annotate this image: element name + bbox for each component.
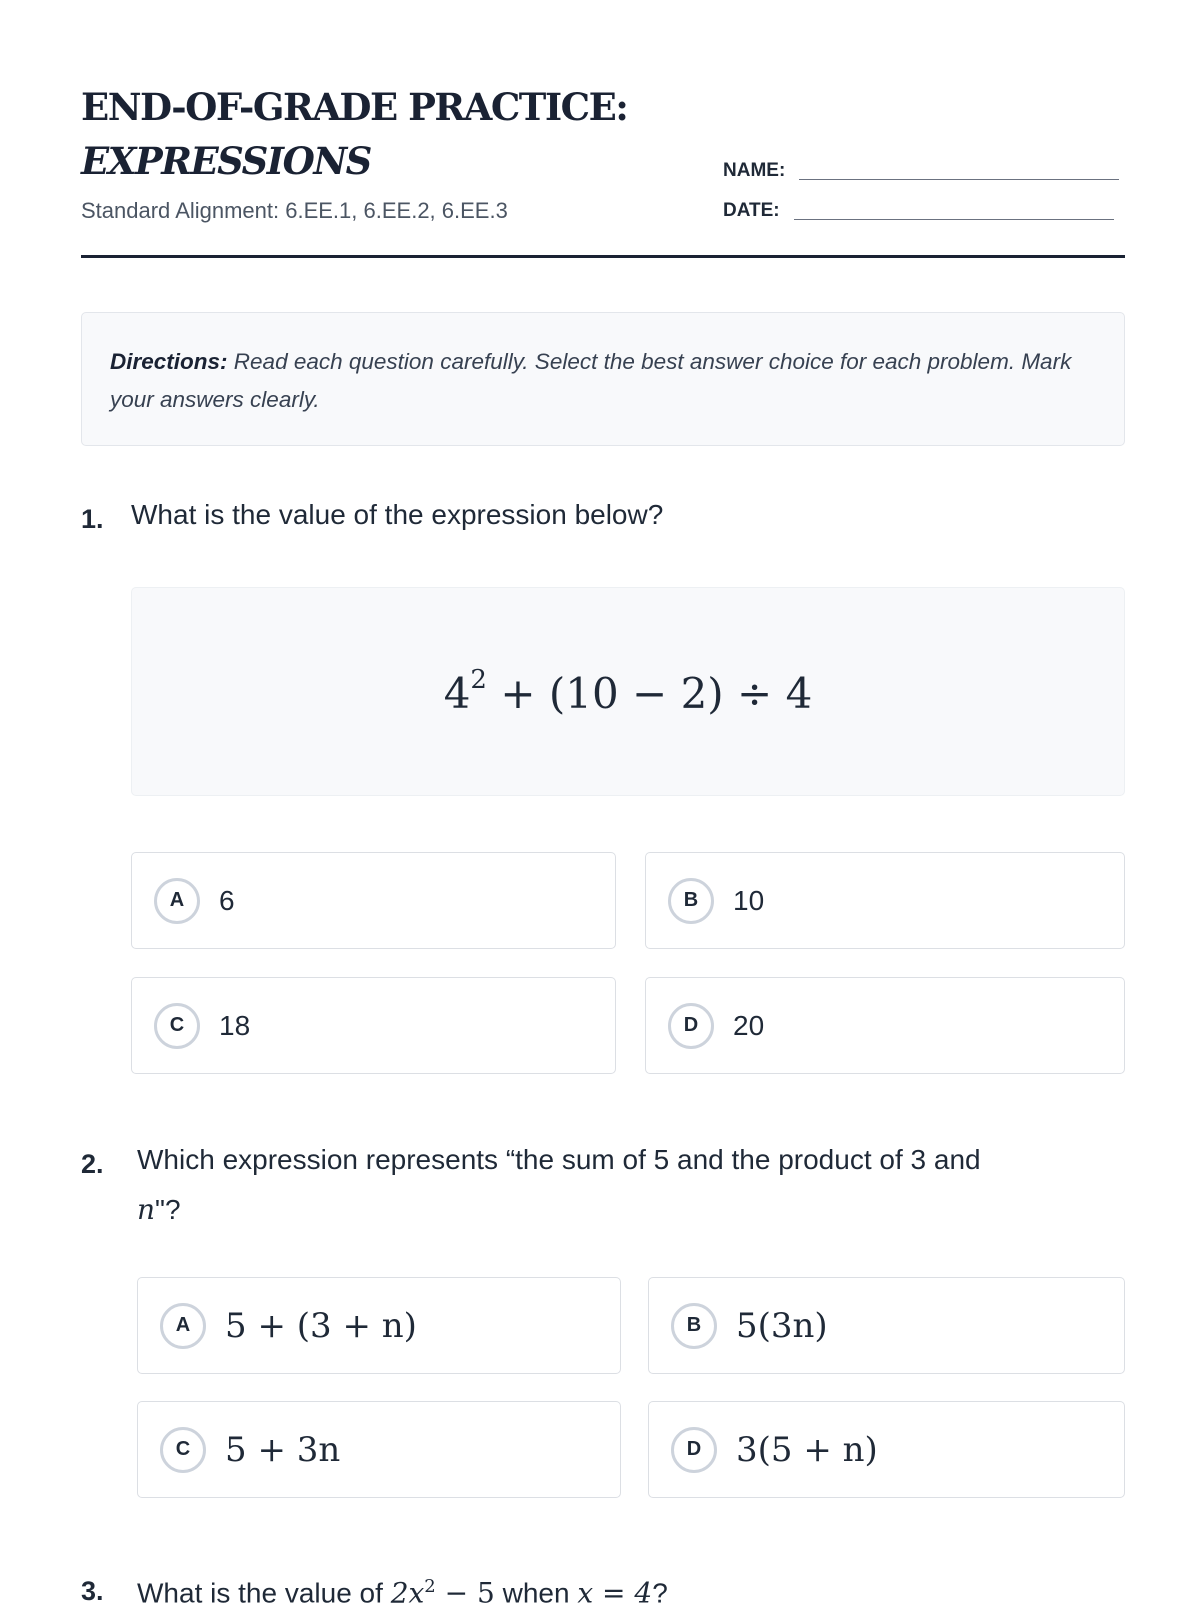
choice-text: 6 — [219, 884, 235, 916]
choice-bubble[interactable]: B — [671, 1303, 717, 1349]
worksheet-header — [81, 0, 1125, 258]
choice-c[interactable] — [131, 977, 616, 1074]
title-line-1: END-OF-GRADE PRACTICE: — [81, 85, 628, 129]
choice-d[interactable] — [645, 977, 1125, 1074]
question-number: 1. — [81, 504, 104, 534]
name-label: NAME: — [723, 160, 786, 181]
choice-bubble[interactable]: C — [154, 1003, 200, 1049]
choice-text: 20 — [733, 1009, 765, 1041]
choice-c[interactable] — [137, 1401, 621, 1498]
standard-alignment: Standard Alignment: 6.EE.1, 6.EE.2, 6.EE.3 — [81, 198, 508, 223]
date-blank[interactable] — [794, 219, 1114, 220]
date-label: DATE: — [723, 200, 780, 221]
choice-d[interactable] — [648, 1401, 1125, 1498]
question-number: 2. — [81, 1149, 104, 1179]
choice-text: 5 + 3n — [225, 1429, 341, 1470]
expression: $4^2 + (10 - 2) \div 4$ — [443, 665, 813, 718]
choice-b[interactable] — [648, 1277, 1125, 1374]
name-field — [723, 160, 1119, 182]
question-number: 3. — [81, 1576, 104, 1606]
question-text: What is the value of $2x^2 - 5$ when x = 4? — [137, 1576, 668, 1610]
worksheet-page — [81, 0, 1125, 1610]
choice-text: 5(3n) — [736, 1305, 828, 1346]
choice-bubble[interactable]: C — [160, 1427, 206, 1473]
question-text: What is the value of the expression below? — [131, 499, 664, 530]
question-text: Which expression represents “the sum of 5 and the product of 3 and n"? — [137, 1144, 981, 1226]
expression-box — [131, 587, 1125, 796]
choice-text: 5 + (3 + n) — [225, 1305, 417, 1346]
choice-bubble[interactable]: D — [668, 1003, 714, 1049]
directions-box — [81, 312, 1125, 446]
date-field — [723, 200, 1114, 222]
name-blank[interactable] — [799, 179, 1119, 180]
choice-bubble[interactable]: A — [160, 1303, 206, 1349]
choice-text: 3(5 + n) — [736, 1429, 878, 1470]
directions-text: Read each question carefully. Select the best answer choice for each problem. Mark your answers clearly. — [110, 349, 1072, 412]
directions-label: Directions: — [110, 349, 228, 374]
variable-n: n — [137, 1193, 156, 1226]
choice-bubble[interactable]: B — [668, 878, 714, 924]
choice-bubble[interactable]: D — [671, 1427, 717, 1473]
choice-bubble[interactable]: A — [154, 878, 200, 924]
choice-a[interactable] — [137, 1277, 621, 1374]
title-line-2: EXPRESSIONS — [81, 139, 371, 183]
choice-text: 18 — [219, 1009, 251, 1041]
choice-a[interactable] — [131, 852, 616, 949]
choice-text: 10 — [733, 884, 765, 916]
choice-b[interactable] — [645, 852, 1125, 949]
